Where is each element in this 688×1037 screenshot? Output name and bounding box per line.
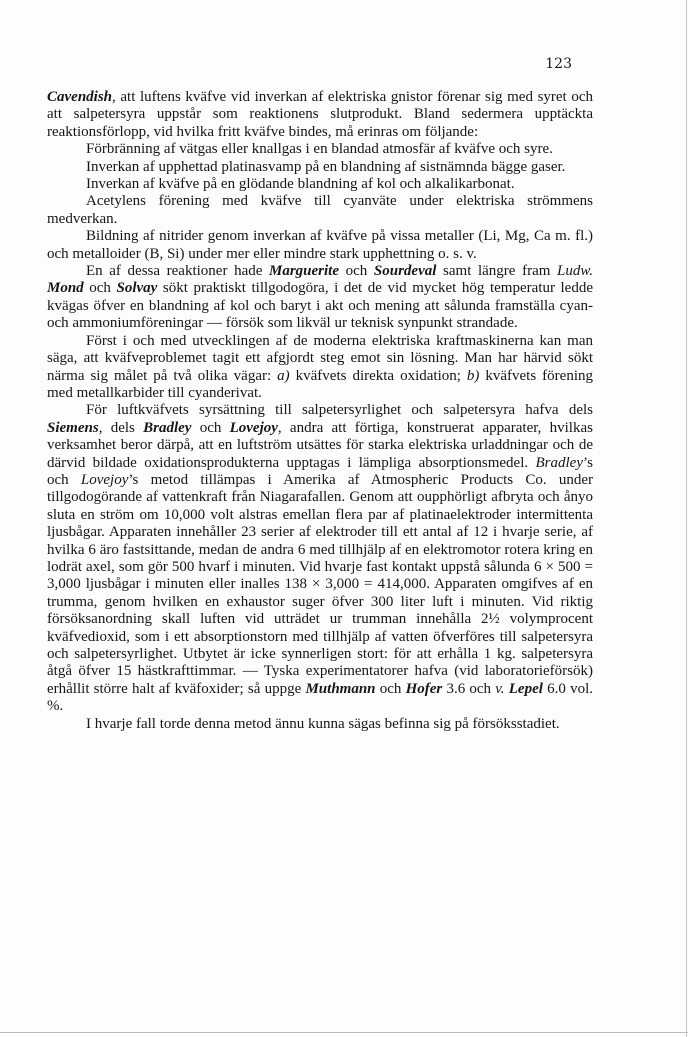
- text-run: En af dessa reaktioner hade: [86, 263, 269, 280]
- paragraph: [47, 159, 593, 176]
- italic-text: a): [277, 367, 290, 384]
- text-run: , andra att förtiga, konstruerat apparater, hvilkas verksamhet beror därpå, att en luftström utsättes för starka elektriska urladdningar och de därvid bildade oxidationsprodukterna upptagas i lämpliga absorptionsmedel.: [47, 419, 593, 471]
- page-number: 123: [545, 56, 572, 72]
- person-name: Marguerite: [269, 263, 340, 280]
- italic-text: Ludw.: [557, 263, 593, 280]
- paragraph: [47, 176, 593, 193]
- paragraph: [47, 89, 593, 141]
- text-run: , att luftens kväfve vid inverkan af elektriska gnistor förenar sig med syret och att salpetersyra uppstår som reaktionens slutprodukt. Bland sedermera upptäckta reaktionsförlopp, vid hvilka fritt kväfve bindes, må erinras om följande:: [47, 89, 593, 140]
- text-run: och: [83, 280, 117, 297]
- person-name: Lovejoy: [229, 419, 278, 436]
- text-run: För luftkväfvets syrsättning till salpetersyrlighet och salpetersyra hafva dels: [86, 402, 593, 419]
- person-name: Hofer: [405, 680, 443, 697]
- paragraph: [47, 263, 593, 333]
- text-run: Först i och med utvecklingen af de moderna elektriska kraftmaskinerna kan man säga, att kväfveproblemet tagit ett afgjordt steg emot sin lösning. Man har härvid sökt närma sig målet på två olika vägar:: [47, 332, 593, 384]
- text-run: och: [191, 419, 230, 436]
- text-run: I hvarje fall torde denna metod ännu kunna sägas befinna sig på försöksstadiet.: [86, 715, 560, 732]
- text-run: Acetylens förening med kväfve till cyanväte under elektriska strömmens medverkan.: [47, 193, 593, 227]
- paragraph: [47, 716, 593, 733]
- text-run: Bildning af nitrider genom inverkan af kväfve på vissa metaller (Li, Mg, Ca m. fl.) och metalloider (B, Si) under mer eller mindre stark upphettning o. s. v.: [47, 228, 593, 262]
- person-name: Siemens: [47, 419, 99, 436]
- italic-text: v.: [495, 680, 505, 697]
- text-run: Inverkan af upphettad platinasvamp på en blandning af sistnämnda bägge gaser.: [86, 158, 566, 175]
- italic-text: Lovejoy: [80, 471, 129, 488]
- person-name: Lepel: [508, 680, 543, 697]
- person-name: Mond: [47, 280, 84, 297]
- text-run: och: [375, 680, 406, 697]
- text-run: kväfvets förening med metallkarbider till cyanderivat.: [47, 367, 593, 401]
- italic-text: b): [466, 367, 480, 384]
- paragraph: [47, 141, 593, 158]
- person-name: Bradley: [143, 419, 192, 436]
- text-run: 6.0 vol. %.: [47, 680, 593, 715]
- text-run: och: [339, 263, 374, 280]
- italic-text: Bradley: [535, 454, 583, 471]
- paragraph: [47, 193, 593, 228]
- person-name: Cavendish: [47, 89, 113, 105]
- text-run: sökt praktiskt tillgodogöra, i det de vid mycket hög temperatur ledde kvägas öfver en blandning af kol och baryt i akt och mening att sålunda framställa cyan- och ammoniumföreningar — försök som likväl ur teknisk synpunkt strandade.: [47, 280, 593, 332]
- text-run: ’s metod tillämpas i Amerika af Atmospheric Products Co. under tillgodogörande af vattenkraft från Niagarafallen. Genom att oupphörligt afbryta och ånyo sluta en ström om 10,000 volt alstras emellan flera par af platinaelektroder intermittenta ljusbågar. Apparaten innehåller 23 serier af elektroder till ett antal af 12 i hvarje serie, af hvilka 6 äro fastsittande, medan de andra 6 med tillhjälp af en elektromotor rotera kring en lodrät axel, som gör 500 hvarf i minuten. Vid hvarje fast kontakt uppstå sålunda 6 × 500 = 3,000 ljusbågar i minuten eller inalles 138 × 3,000 = 414,000. Apparaten omgifves af en trumma, genom hvilken en exhaustor suger öfver 300 liter luft i minuten. Vid riktig försöksanordning skall luften vid utträdet ur trumman innehålla 2½ volymprocent kväfvedioxid, som i ett absorptionstorn med tillhjälp af vatten öfverföres till salpetersyra och salpetersyrlighet. Utbytet är icke synnerligen stort: för att erhålla 1 kg. salpetersyra åtgå öfver 15 hästkrafttimmar. — Tyska experimentatorer hafva (vid laboratorieförsök) erhållit större halt af kväfoxider; så uppge: [47, 471, 593, 697]
- text-run: kväfvets direkta oxidation;: [289, 367, 467, 384]
- text-run: Inverkan af kväfve på en glödande blandning af kol och alkalikarbonat.: [86, 176, 515, 193]
- person-name: Solvay: [116, 280, 158, 297]
- paragraph: [47, 333, 593, 403]
- text-run: samt längre fram: [436, 263, 558, 280]
- person-name: Muthmann: [305, 680, 376, 697]
- body-text: [47, 89, 593, 733]
- paragraph: [47, 402, 593, 715]
- page-edge-right: [686, 0, 687, 1037]
- text-run: ’s och: [47, 454, 593, 488]
- paragraph: [47, 228, 593, 263]
- text-run: 3.6 och: [442, 680, 496, 697]
- page-edge-bottom: [0, 1032, 688, 1033]
- text-run: Förbränning af vätgas eller knallgas i en blandad atmosfär af kväfve och syre.: [86, 141, 553, 158]
- text-run: , dels: [98, 419, 144, 436]
- person-name: Sourdeval: [373, 263, 437, 280]
